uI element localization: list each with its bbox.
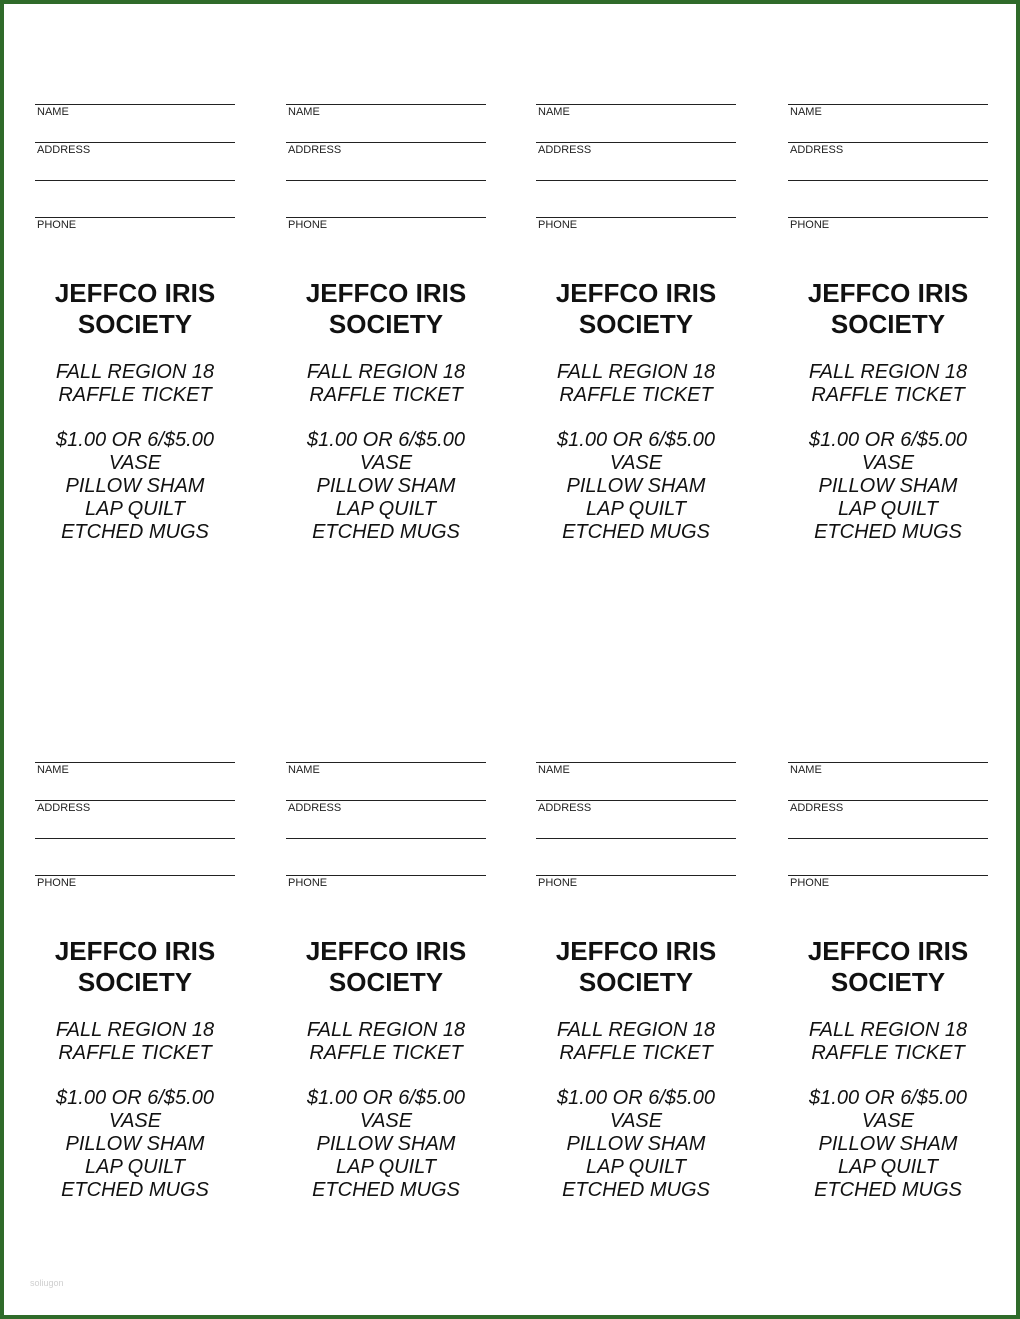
ticket-title <box>276 936 496 998</box>
ticket-subtitle-line: FALL REGION 18 <box>808 1019 968 1041</box>
ticket-subtitle <box>276 1019 496 1065</box>
address-line-2 <box>536 180 736 181</box>
ticket-price: $1.00 OR 6/$5.00 <box>809 429 967 451</box>
ticket-prizes <box>778 1087 998 1202</box>
address-label: ADDRESS <box>37 802 91 814</box>
prize-item: LAP QUILT <box>335 1156 437 1178</box>
address-label: ADDRESS <box>538 802 592 814</box>
prize-item: LAP QUILT <box>585 1156 687 1178</box>
name-label: NAME <box>37 764 69 776</box>
ticket-title-line: JEFFCO IRIS <box>555 278 717 308</box>
phone-field <box>35 875 235 889</box>
name-label: NAME <box>790 106 822 118</box>
phone-field <box>35 217 235 231</box>
prize-item: PILLOW SHAM <box>316 475 456 497</box>
ticket-title-line: JEFFCO IRIS <box>807 936 969 966</box>
ticket-title-line: SOCIETY <box>328 967 444 997</box>
ticket-subtitle-line: RAFFLE TICKET <box>309 384 463 406</box>
ticket-title-line: JEFFCO IRIS <box>305 936 467 966</box>
name-field <box>536 104 736 118</box>
address-field <box>788 800 988 814</box>
address-label: ADDRESS <box>538 144 592 156</box>
ticket-subtitle <box>526 1019 746 1065</box>
ticket-title <box>276 278 496 340</box>
prize-item: ETCHED MUGS <box>562 1179 710 1201</box>
prize-item: VASE <box>861 452 915 474</box>
ticket-title-line: SOCIETY <box>830 309 946 339</box>
watermark: soliugon <box>30 1278 64 1288</box>
address-label: ADDRESS <box>790 802 844 814</box>
name-field <box>35 762 235 776</box>
address-line-2 <box>788 180 988 181</box>
ticket-subtitle-line: RAFFLE TICKET <box>58 1042 212 1064</box>
prize-item: VASE <box>108 1110 162 1132</box>
prize-item: ETCHED MUGS <box>61 1179 209 1201</box>
ticket-title <box>25 936 245 998</box>
prize-item: ETCHED MUGS <box>61 521 209 543</box>
ticket-prizes <box>778 429 998 544</box>
ticket-title <box>526 278 746 340</box>
ticket-title-line: JEFFCO IRIS <box>54 278 216 308</box>
ticket-price: $1.00 OR 6/$5.00 <box>557 429 715 451</box>
phone-label: PHONE <box>538 219 578 231</box>
ticket-prizes <box>276 1087 496 1202</box>
ticket-title <box>25 278 245 340</box>
address-field <box>788 142 988 156</box>
name-label: NAME <box>288 106 320 118</box>
ticket-title-line: JEFFCO IRIS <box>555 936 717 966</box>
prize-item: LAP QUILT <box>585 498 687 520</box>
ticket-subtitle <box>276 361 496 407</box>
prize-item: LAP QUILT <box>84 1156 186 1178</box>
ticket-subtitle-line: RAFFLE TICKET <box>309 1042 463 1064</box>
name-label: NAME <box>37 106 69 118</box>
address-line-2 <box>35 838 235 839</box>
prize-item: LAP QUILT <box>837 498 939 520</box>
name-field <box>788 762 988 776</box>
phone-label: PHONE <box>538 877 578 889</box>
ticket-title-line: JEFFCO IRIS <box>807 278 969 308</box>
address-field <box>536 142 736 156</box>
ticket-subtitle-line: RAFFLE TICKET <box>811 384 965 406</box>
ticket-subtitle <box>526 361 746 407</box>
ticket-subtitle-line: FALL REGION 18 <box>808 361 968 383</box>
address-field <box>35 142 235 156</box>
ticket-prizes <box>276 429 496 544</box>
ticket-price: $1.00 OR 6/$5.00 <box>307 1087 465 1109</box>
prize-item: VASE <box>861 1110 915 1132</box>
ticket-subtitle <box>778 361 998 407</box>
address-label: ADDRESS <box>288 802 342 814</box>
address-field <box>536 800 736 814</box>
prize-item: LAP QUILT <box>335 498 437 520</box>
prize-item: PILLOW SHAM <box>65 475 205 497</box>
phone-field <box>536 875 736 889</box>
ticket-title-line: SOCIETY <box>328 309 444 339</box>
ticket-title-line: SOCIETY <box>578 967 694 997</box>
ticket-subtitle-line: FALL REGION 18 <box>556 361 716 383</box>
prize-item: LAP QUILT <box>84 498 186 520</box>
prize-item: ETCHED MUGS <box>814 521 962 543</box>
ticket-subtitle <box>25 1019 245 1065</box>
name-label: NAME <box>790 764 822 776</box>
address-line-2 <box>536 838 736 839</box>
address-line-2 <box>35 180 235 181</box>
ticket-subtitle-line: RAFFLE TICKET <box>58 384 212 406</box>
ticket-price: $1.00 OR 6/$5.00 <box>557 1087 715 1109</box>
address-line-2 <box>286 180 486 181</box>
phone-field <box>536 217 736 231</box>
name-field <box>35 104 235 118</box>
ticket-subtitle <box>778 1019 998 1065</box>
phone-label: PHONE <box>37 877 77 889</box>
name-label: NAME <box>538 764 570 776</box>
address-field <box>286 800 486 814</box>
prize-item: LAP QUILT <box>837 1156 939 1178</box>
phone-field <box>788 875 988 889</box>
prize-item: PILLOW SHAM <box>818 475 958 497</box>
address-label: ADDRESS <box>288 144 342 156</box>
address-label: ADDRESS <box>790 144 844 156</box>
prize-item: ETCHED MUGS <box>312 1179 460 1201</box>
ticket-subtitle-line: FALL REGION 18 <box>55 1019 215 1041</box>
ticket-title-line: SOCIETY <box>77 967 193 997</box>
prize-item: VASE <box>359 1110 413 1132</box>
prize-item: VASE <box>359 452 413 474</box>
prize-item: PILLOW SHAM <box>818 1133 958 1155</box>
ticket-title-line: JEFFCO IRIS <box>305 278 467 308</box>
name-label: NAME <box>288 764 320 776</box>
name-field <box>788 104 988 118</box>
ticket-subtitle-line: FALL REGION 18 <box>55 361 215 383</box>
ticket-title <box>778 278 998 340</box>
ticket-price: $1.00 OR 6/$5.00 <box>56 429 214 451</box>
ticket-title-line: SOCIETY <box>830 967 946 997</box>
prize-item: ETCHED MUGS <box>312 521 460 543</box>
ticket-prizes <box>526 429 746 544</box>
prize-item: PILLOW SHAM <box>316 1133 456 1155</box>
ticket-subtitle-line: RAFFLE TICKET <box>811 1042 965 1064</box>
address-line-2 <box>286 838 486 839</box>
ticket-subtitle-line: FALL REGION 18 <box>556 1019 716 1041</box>
prize-item: PILLOW SHAM <box>65 1133 205 1155</box>
ticket-title-line: SOCIETY <box>77 309 193 339</box>
ticket-subtitle <box>25 361 245 407</box>
ticket-subtitle-line: FALL REGION 18 <box>306 361 466 383</box>
phone-field <box>286 217 486 231</box>
phone-label: PHONE <box>288 877 328 889</box>
ticket-prizes <box>526 1087 746 1202</box>
ticket-title-line: JEFFCO IRIS <box>54 936 216 966</box>
prize-item: PILLOW SHAM <box>566 475 706 497</box>
prize-item: ETCHED MUGS <box>562 521 710 543</box>
ticket-price: $1.00 OR 6/$5.00 <box>307 429 465 451</box>
address-label: ADDRESS <box>37 144 91 156</box>
address-field <box>286 142 486 156</box>
ticket-title <box>526 936 746 998</box>
prize-item: VASE <box>609 452 663 474</box>
ticket-prizes <box>25 429 245 544</box>
phone-label: PHONE <box>790 877 830 889</box>
ticket-subtitle-line: RAFFLE TICKET <box>559 1042 713 1064</box>
phone-field <box>286 875 486 889</box>
ticket-title <box>778 936 998 998</box>
prize-item: PILLOW SHAM <box>566 1133 706 1155</box>
phone-field <box>788 217 988 231</box>
phone-label: PHONE <box>37 219 77 231</box>
address-line-2 <box>788 838 988 839</box>
ticket-prizes <box>25 1087 245 1202</box>
prize-item: VASE <box>609 1110 663 1132</box>
name-field <box>536 762 736 776</box>
phone-label: PHONE <box>790 219 830 231</box>
prize-item: ETCHED MUGS <box>814 1179 962 1201</box>
ticket-subtitle-line: RAFFLE TICKET <box>559 384 713 406</box>
name-field <box>286 104 486 118</box>
ticket-price: $1.00 OR 6/$5.00 <box>809 1087 967 1109</box>
address-field <box>35 800 235 814</box>
ticket-subtitle-line: FALL REGION 18 <box>306 1019 466 1041</box>
name-field <box>286 762 486 776</box>
ticket-title-line: SOCIETY <box>578 309 694 339</box>
phone-label: PHONE <box>288 219 328 231</box>
ticket-price: $1.00 OR 6/$5.00 <box>56 1087 214 1109</box>
name-label: NAME <box>538 106 570 118</box>
prize-item: VASE <box>108 452 162 474</box>
